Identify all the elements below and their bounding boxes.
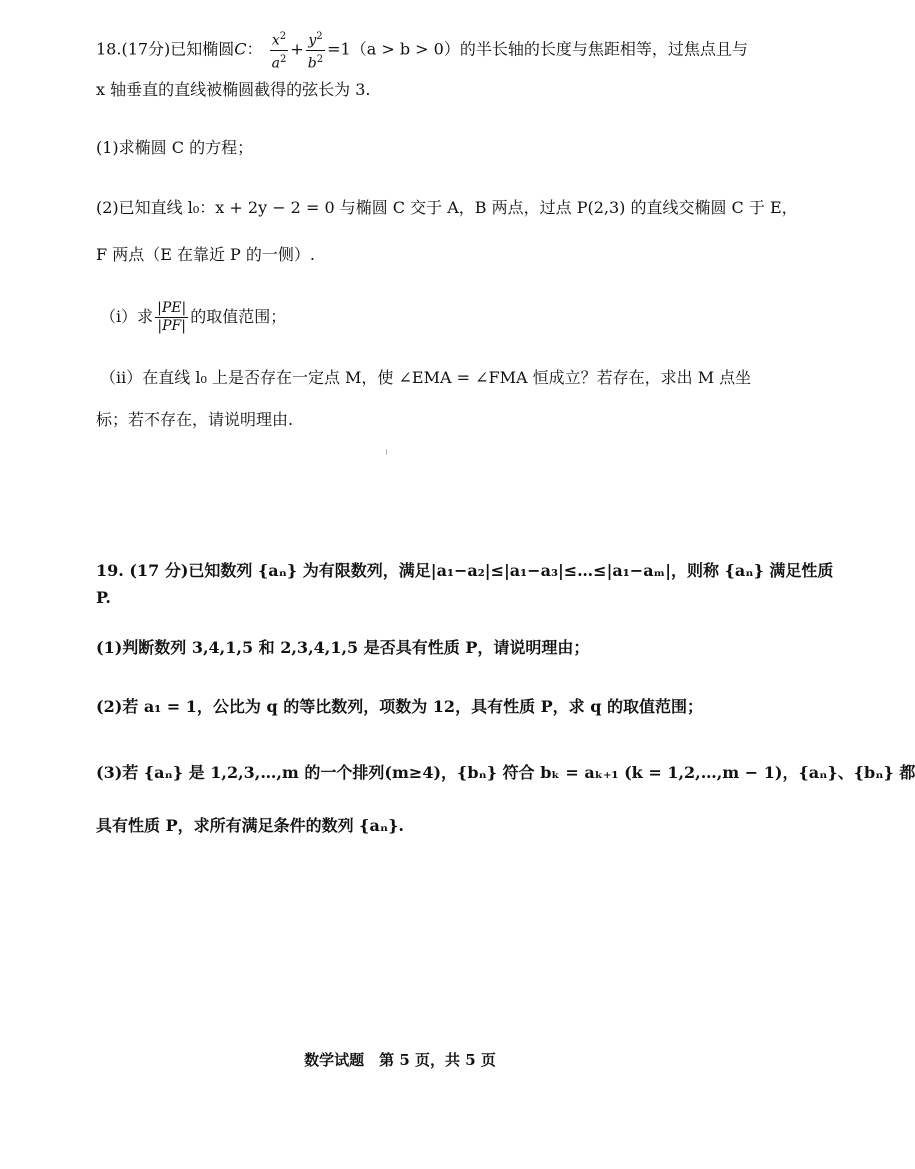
q19-part2: (2)若 a₁ = 1，公比为 q 的等比数列，项数为 12，具有性质 P，求 q 的取值范围； [96,697,703,716]
part2-i-prefix: （ⅰ）求 [100,307,154,326]
fraction-x2-a2: $\frac{x^2}{a^2}$ [270,28,289,72]
q18-part2-line2: F 两点（E 在靠近 P 的一侧）. [96,245,315,264]
q19-line1: 19. (17 分)已知数列 {aₙ} 为有限数列，满足|a₁−a₂|≤|a₁−a₃|≤…≤|a₁−aₘ|，则称 {aₙ} 满足性质 [96,561,834,580]
q18-colon: ： [246,39,263,59]
q18-part2-line1: (2)已知直线 l₀：x + 2y − 2 = 0 与椭圆 C 交于 A，B 两点，过点 P(2,3) 的直线交椭圆 C 于 E， [96,198,798,217]
q18-part2-ii-line1: （ⅱ）在直线 l₀ 上是否存在一定点 M，使 ∠EMA = ∠FMA 恒成立？若存在，求出 M 点坐 [100,368,752,387]
q18-part2-ii-line2: 标；若不存在，请说明理由. [96,410,294,429]
ellipse-condition: （a > b > 0） [350,39,460,59]
page-footer: 数学试题 第 5 页，共 5 页 [304,1051,496,1069]
q18-line2: x 轴垂直的直线被椭圆截得的弦长为 3. [96,80,371,99]
fraction-y2-b2: $\frac{y^2}{b^2}$ [306,28,325,72]
q18-part1: (1)求椭圆 C 的方程； [96,138,254,157]
q18-header: 18.(17分)已知椭圆 [96,39,235,59]
q19-part3-line2: 具有性质 P，求所有满足条件的数列 {aₙ}. [96,816,404,835]
equation-rhs: =1 [327,39,351,59]
q19-part3-line1: (3)若 {aₙ} 是 1,2,3,…,m 的一个排列(m≥4)，{bₙ} 符合 bₖ = aₖ₊₁ (k = 1,2,…,m − 1)，{aₙ}、{bₙ} 都 [96,763,915,782]
q19-part1: (1)判断数列 3,4,1,5 和 2,3,4,1,5 是否具有性质 P，请说明理由； [96,638,590,657]
scan-speck [386,449,387,455]
fraction-numerator: |PE| [157,300,187,316]
fraction-denominator: |PF| [157,318,186,334]
q18-part2-i [100,300,750,335]
ellipse-name: C [234,39,247,59]
q18-header-line: 18.(17分)已知椭圆C： $\frac{x^2}{a^2}$ + $\frac{y^2}{b^2}$ =1（a > b > 0）的半长轴的长度与焦距相等，过焦点且与 [96,28,750,72]
q18-line1-tail: 的半长轴的长度与焦距相等，过焦点且与 [459,39,748,59]
q19-line2: P. [96,588,111,607]
fraction-pe-pf [155,300,188,335]
part2-i-suffix: 的取值范围； [190,307,287,326]
